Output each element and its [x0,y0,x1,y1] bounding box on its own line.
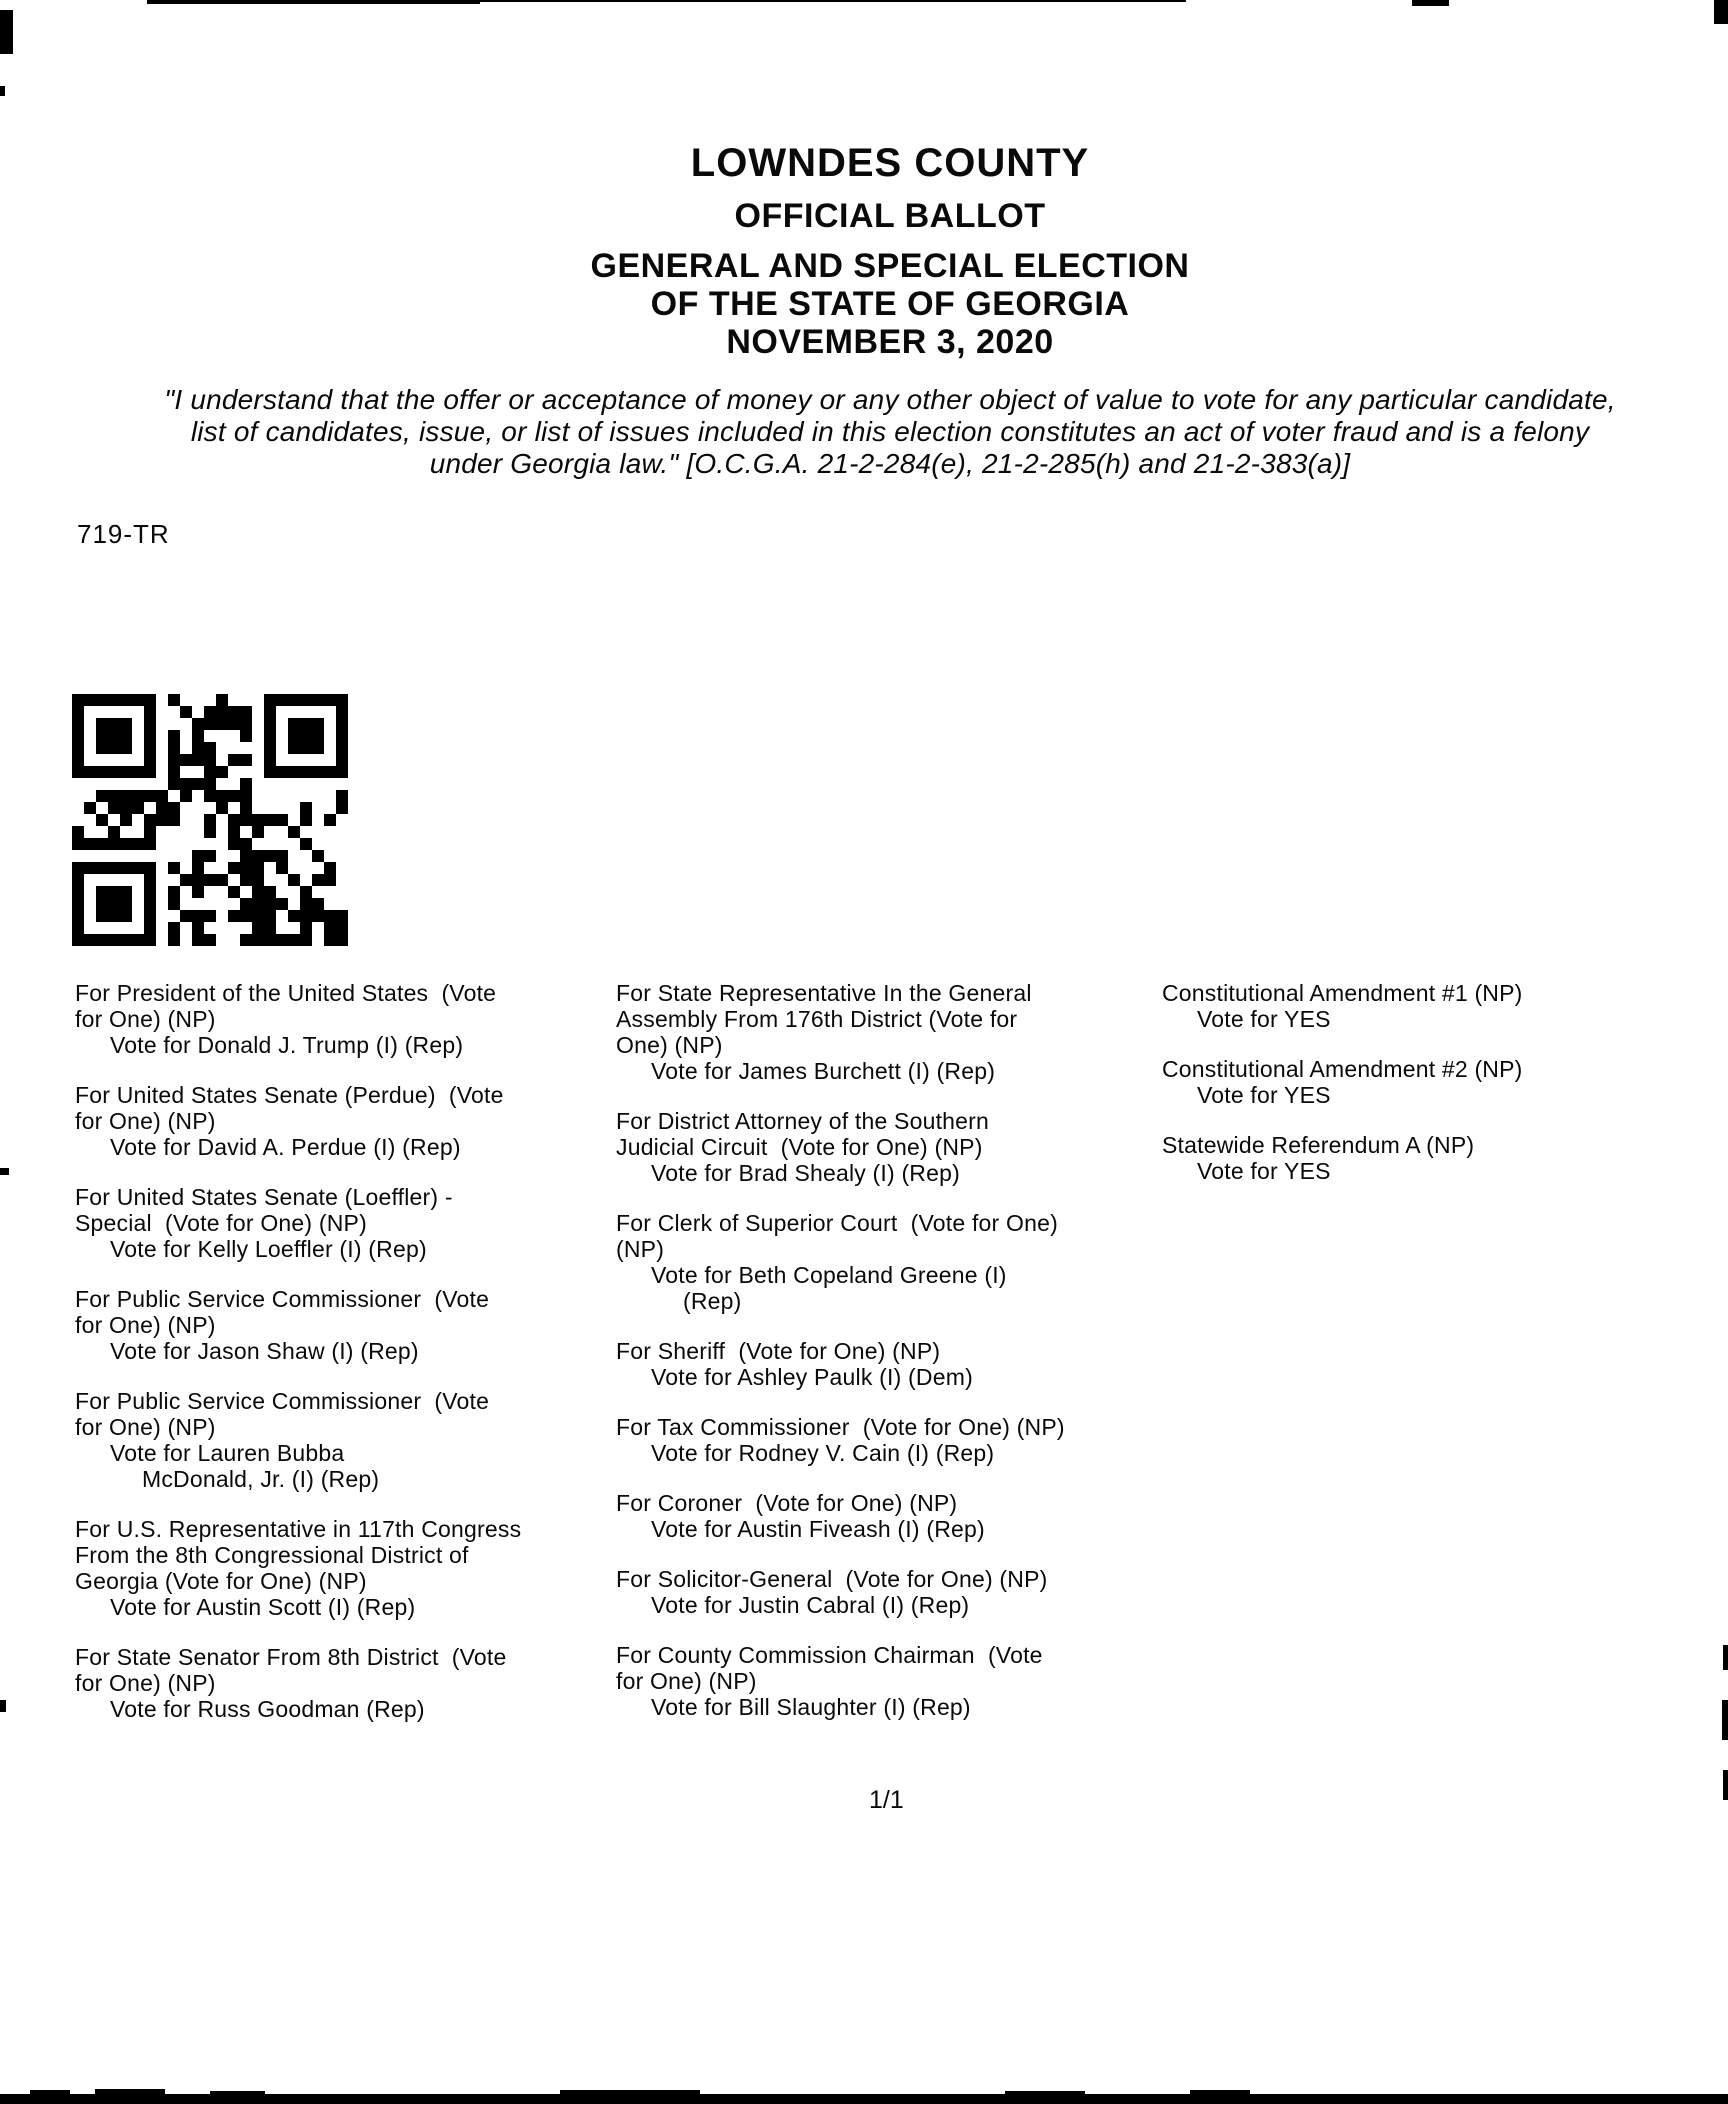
contest-title-line: Statewide Referendum A (NP) [1162,1132,1475,1158]
contest-title-line: For Public Service Commissioner (Vote [75,1388,490,1414]
contest-block [75,1644,623,1722]
contest-title-line: For District Attorney of the Southern [616,1108,990,1134]
contest-column-2 [616,980,1164,1744]
contest-vote-line: (Rep) [683,1288,742,1314]
contest-block [616,1490,1164,1542]
scan-artifact-bottom-nub [1190,2090,1250,2094]
scan-artifact-bottom-nub [560,2090,700,2094]
contest-block [75,1286,623,1364]
contest-title-line: For Solicitor-General (Vote for One) (NP) [616,1566,1048,1592]
contest-block [616,1566,1164,1618]
contest-title-line: For County Commission Chairman (Vote [616,1642,1043,1668]
contest-vote-line: Vote for Lauren Bubba [110,1440,345,1466]
contest-vote-line: Vote for Justin Cabral (I) (Rep) [651,1592,970,1618]
disclaimer-line: list of candidates, issue, or list of issues included in this election constitutes an act of voter fraud and is a felony [190,416,1590,447]
contest-vote-line: Vote for Kelly Loeffler (I) (Rep) [110,1236,427,1262]
contest-vote-line: McDonald, Jr. (I) (Rep) [142,1466,380,1492]
scan-artifact-top-left-corner [0,10,13,54]
scan-artifact-top-line [147,0,480,4]
contest-title-line: Georgia (Vote for One) (NP) [75,1568,367,1594]
election-title-line: GENERAL AND SPECIAL ELECTION [590,247,1190,285]
contest-block [616,980,1164,1084]
contest-block [616,1642,1164,1720]
contest-block [75,980,623,1058]
contest-block [75,1388,623,1492]
contest-title-line: For Sheriff (Vote for One) (NP) [616,1338,941,1364]
contest-vote-line: Vote for Bill Slaughter (I) (Rep) [651,1694,971,1720]
contest-title-line: For President of the United States (Vote [75,980,497,1006]
contest-vote-line: Vote for Donald J. Trump (I) (Rep) [110,1032,464,1058]
contest-vote-line: Vote for Austin Scott (I) (Rep) [110,1594,416,1620]
contest-vote-line: Vote for Rodney V. Cain (I) (Rep) [651,1440,995,1466]
contest-title-line: for One) (NP) [75,1414,216,1440]
scan-artifact-bottom-nub [95,2089,165,2094]
contest-vote-line: Vote for Beth Copeland Greene (I) [651,1262,1007,1288]
contest-title-line: Assembly From 176th District (Vote for [616,1006,1018,1032]
contest-block [75,1082,623,1160]
contest-title-line: One) (NP) [616,1032,723,1058]
contest-title-line: for One) (NP) [75,1670,216,1696]
contest-vote-line: Vote for David A. Perdue (I) (Rep) [110,1134,461,1160]
contest-title-line: Special (Vote for One) (NP) [75,1210,367,1236]
page-number: 1/1 [869,1786,904,1814]
contest-title-line: For State Senator From 8th District (Vote [75,1644,507,1670]
contest-block [75,1516,623,1620]
contest-block [75,1184,623,1262]
contest-vote-line: Vote for Ashley Paulk (I) (Dem) [651,1364,973,1390]
scan-artifact-top-dash [1412,0,1449,6]
election-title-line: OF THE STATE OF GEORGIA [650,285,1130,323]
scan-artifact-top-right-corner [1714,0,1728,24]
contest-block [616,1414,1164,1466]
contest-title-line: Constitutional Amendment #2 (NP) [1162,1056,1523,1082]
scan-artifact-bottom-nub [30,2090,70,2094]
contest-vote-line: Vote for James Burchett (I) (Rep) [651,1058,996,1084]
contest-vote-line: Vote for Russ Goodman (Rep) [110,1696,425,1722]
qr-code-icon [72,694,348,946]
contest-title-line: for One) (NP) [616,1668,757,1694]
contest-title-line: (NP) [616,1236,665,1262]
county-title: LOWNDES COUNTY [690,141,1090,185]
voter-fraud-disclaimer [75,384,1705,480]
contest-title-line: For Public Service Commissioner (Vote [75,1286,490,1312]
contest-title-line: For Coroner (Vote for One) (NP) [616,1490,958,1516]
contest-title-line: Constitutional Amendment #1 (NP) [1162,980,1523,1006]
contest-title-line: For United States Senate (Perdue) (Vote [75,1082,504,1108]
contest-title-line: For Clerk of Superior Court (Vote for One) [616,1210,1058,1236]
contest-block [1162,980,1710,1032]
contest-title-line: For United States Senate (Loeffler) - [75,1184,453,1210]
scan-artifact-bottom-bar [0,2094,1728,2104]
election-title [75,247,1705,361]
scan-artifact-top-line-thin [480,0,1186,2]
contest-vote-line: Vote for YES [1197,1006,1331,1032]
contest-block [616,1338,1164,1390]
contest-title-line: For Tax Commissioner (Vote for One) (NP) [616,1414,1065,1440]
scan-artifact-right-edge [1722,1700,1728,1740]
contest-title-line: For State Representative In the General [616,980,1032,1006]
disclaimer-line: "I understand that the offer or acceptance of money or any other object of value to vote for any particular candidate, [164,384,1616,415]
contest-vote-line: Vote for Brad Shealy (I) (Rep) [651,1160,960,1186]
contest-title-line: For U.S. Representative in 117th Congress [75,1516,522,1542]
contest-vote-line: Vote for Austin Fiveash (I) (Rep) [651,1516,985,1542]
scan-artifact-left-edge [0,1700,6,1712]
scan-artifact-bottom-nub [1005,2091,1085,2094]
contest-vote-line: Vote for Jason Shaw (I) (Rep) [110,1338,419,1364]
scan-artifact-right-edge [1723,1645,1728,1670]
contest-block [616,1210,1164,1314]
contest-block [616,1108,1164,1186]
precinct-code: 719-TR [77,519,170,549]
election-title-line: NOVEMBER 3, 2020 [726,323,1054,361]
contest-column-1 [75,980,623,1746]
scan-artifact-right-edge [1723,1770,1728,1800]
contest-vote-line: Vote for YES [1197,1158,1331,1184]
contest-title-line: for One) (NP) [75,1312,216,1338]
ballot-title: OFFICIAL BALLOT [734,197,1046,235]
contest-title-line: for One) (NP) [75,1006,216,1032]
scan-artifact-left-edge [0,86,5,96]
contest-vote-line: Vote for YES [1197,1082,1331,1108]
contest-title-line: Judicial Circuit (Vote for One) (NP) [616,1134,983,1160]
disclaimer-line: under Georgia law." [O.C.G.A. 21-2-284(e), 21-2-285(h) and 21-2-383(a)] [429,448,1351,479]
contest-title-line: From the 8th Congressional District of [75,1542,469,1568]
scan-artifact-left-edge [0,1168,9,1175]
contest-column-3 [1162,980,1710,1208]
contest-block [1162,1056,1710,1108]
scan-artifact-bottom-nub [210,2091,265,2094]
contest-title-line: for One) (NP) [75,1108,216,1134]
contest-block [1162,1132,1710,1184]
